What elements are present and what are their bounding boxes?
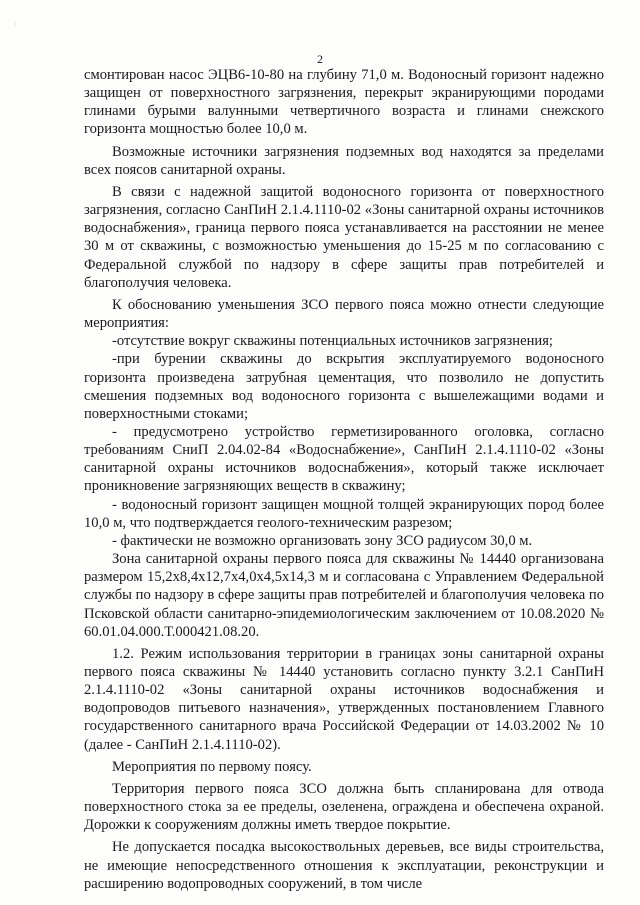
paragraph: Не допускается посадка высокоствольных деревьев, все виды строительства, не имеющие непосредственного отношения к эксплуатации, реконструкции и расширению водопроводных сооружений, в том числе	[84, 839, 604, 892]
paragraph: Территория первого пояса ЗСО должна быть спланирована для отвода поверхностного стока за ее пределы, озеленена, ограждена и обеспечена охраной. Дорожки к сооружениям должны иметь твердое покрытие.	[84, 780, 604, 834]
list-item: - предусмотрено устройство герметизированного оголовка, согласно требованиям СниП 2.04.02-84 «Водоснабжение», СанПиН 2.1.4.1110-02 «Зоны санитарной охраны источников водоснабжения», который также исключает проникновение загрязняющих веществ в скважину;	[84, 423, 604, 495]
section-paragraph: 1.2. Режим использования территории в границах зоны санитарной охраны первого пояса скважины № 14440 установить согласно пункту 3.2.1 СанПиН 2.1.4.1110-02 «Зоны санитарной охраны источников водоснабжения и водопроводов питьевого назначения», утвержденных постановлением Главного государственного санитарного врача Российской Федерации от 14.03.2002 № 10 (далее - СанПиН 2.1.4.1110-02).	[84, 645, 604, 753]
paragraph: смонтирован насос ЭЦВ6-10-80 на глубину 71,0 м. Водоносный горизонт надежно защищен от поверхностного загрязнения, перекрыт экранирующими породами глинами бурыми валунными четвертичного возраста и глинами снежского горизонта мощностью более 10,0 м.	[84, 67, 604, 138]
page-number: 2	[317, 52, 323, 66]
paragraph: Возможные источники загрязнения подземных вод находятся за пределами всех поясов санитарной охраны.	[84, 143, 604, 178]
list-item: -отсутствие вокруг скважины потенциальных источников загрязнения;	[112, 333, 553, 350]
list-item: -при бурении скважины до вскрытия эксплуатируемого водоносного горизонта произведена затрубная цементация, что позволило не допустить смешения подземных вод водоносного горизонта с вышележащими водами и поверхностными стоками;	[84, 351, 604, 422]
list-item: - водоносный горизонт защищен мощной толщей экранирующих пород более 10,0 м, что подтверждается геолого-техническим разрезом;	[84, 496, 604, 531]
paragraph: Зона санитарной охраны первого пояса для скважины № 14440 организована размером 15,2х8,4х12,7х4,0х4,5х14,3 м и согласована с Управлением Федеральной службы по надзору в сфере защиты прав потребителей и благополучия человека по Псковской области санитарно-эпидемиологическим заключением от 10.08.2020 № 60.01.04.000.Т.000421.08.20.	[84, 551, 604, 640]
paragraph: В связи с надежной защитой водоносного горизонта от поверхностного загрязнения, согласно СанПиН 2.1.4.1110-02 «Зоны санитарной охраны источников водоснабжения», граница первого пояса устанавливается на расстоянии не менее 30 м от скважины, с возможностью уменьшения до 15-25 м по согласованию с Федеральной службой по надзору в сфере защиты прав потребителей и благополучия человека.	[84, 183, 604, 291]
margin-mark: ·	[14, 20, 17, 29]
paragraph: К обоснованию уменьшения ЗСО первого пояса можно отнести следующие мероприятия:	[84, 296, 604, 332]
document-body	[84, 66, 604, 893]
list-item: - фактически не возможно организовать зону ЗСО радиусом 30,0 м.	[112, 532, 533, 549]
subheading: Мероприятия по первому поясу.	[112, 758, 312, 775]
